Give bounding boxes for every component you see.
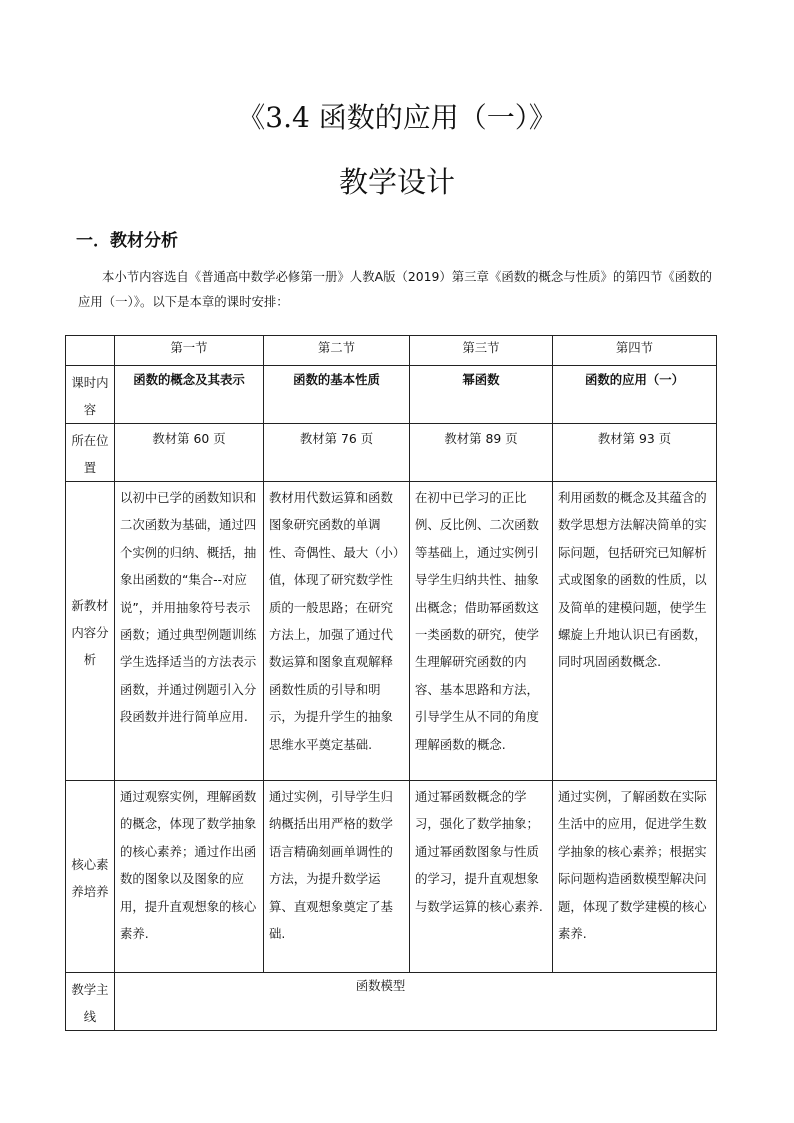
table-cell: 教材第 89 页: [410, 424, 553, 482]
table-row: [66, 973, 717, 1031]
header-cell: [66, 336, 115, 366]
table-cell: 利用函数的概念及其蕴含的数学思想方法解决简单的实际问题，包括研究已知解析式或图象的函数的性质，以及简单的建模问题，使学生螺旋上升地认识已有函数，同时巩固函数概念.: [553, 482, 717, 781]
table-cell: 通过观察实例，理解函数的概念，体现了数学抽象的核心素养；通过作出函数的图象以及图象的应用，提升直观想象的核心素养.: [115, 781, 264, 973]
table-cell: 函数的应用（一）: [553, 366, 717, 424]
table-cell: 教材第 76 页: [264, 424, 410, 482]
table-cell: 通过幂函数概念的学习，强化了数学抽象；通过幂函数图象与性质的学习，提升直观想象与数学运算的核心素养.: [410, 781, 553, 973]
header-cell: 第四节: [553, 336, 717, 366]
table-header-row: [66, 336, 717, 366]
table-row: [66, 781, 717, 973]
row-label: 核心素养培养: [66, 781, 115, 973]
table-cell: 函数的基本性质: [264, 366, 410, 424]
table-cell: 幂函数: [410, 366, 553, 424]
row-label: 新教材内容分析: [66, 482, 115, 781]
document-subtitle: 教学设计: [338, 165, 455, 199]
row-label: 课时内容: [66, 366, 115, 424]
header-cell: 第一节: [115, 336, 264, 366]
table-row: [66, 482, 717, 781]
table-cell: 教材第 60 页: [115, 424, 264, 482]
table-row: [66, 366, 717, 424]
table-cell: 通过实例，了解函数在实际生活中的应用，促进学生数学抽象的核心素养；根据实际问题构造函数模型解决问题，体现了数学建模的核心素养.: [553, 781, 717, 973]
header-cell: 第三节: [410, 336, 553, 366]
table-cell: 教材第 93 页: [553, 424, 717, 482]
row-label: 所在位置: [66, 424, 115, 482]
table-row: [66, 424, 717, 482]
table-cell: 以初中已学的函数知识和二次函数为基础，通过四个实例的归纳、概括，抽象出函数的“集合--对应说”，并用抽象符号表示函数；通过典型例题训练学生选择适当的方法表示函数，并通过例题引入分段函数并进行简单应用.: [115, 482, 264, 781]
table-cell: 在初中已学习的正比例、反比例、二次函数等基础上，通过实例引导学生归纳共性、抽象出概念；借助幂函数这一类函数的研究，使学生理解研究函数的内容、基本思路和方法，引导学生从不同的角度理解函数的概念.: [410, 482, 553, 781]
section-heading: 一．教材分析: [76, 231, 178, 251]
table-cell: 函数的概念及其表示: [115, 366, 264, 424]
table-cell: 通过实例，引导学生归纳概括出用严格的数学语言精确刻画单调性的方法，为提升数学运算、直观想象奠定了基础.: [264, 781, 410, 973]
intro-paragraph: 本小节内容选自《普通高中数学必修第一册》人教A版（2019）第三章《函数的概念与性质》的第四节《函数的应用（一）》。以下是本章的课时安排：: [78, 269, 712, 309]
main-line-cell: 函数模型: [115, 973, 717, 1031]
row-label: 教学主线: [66, 973, 115, 1031]
schedule-table: [65, 335, 717, 1031]
table-cell: 教材用代数运算和函数图象研究函数的单调性、奇偶性、最大（小）值，体现了研究数学性质的一般思路；在研究方法上，加强了通过代数运算和图象直观解释函数性质的引导和明示，为提升学生的抽象思维水平奠定基础.: [264, 482, 410, 781]
document-title: 《3.4 函数的应用（一）》: [237, 101, 557, 134]
header-cell: 第二节: [264, 336, 410, 366]
